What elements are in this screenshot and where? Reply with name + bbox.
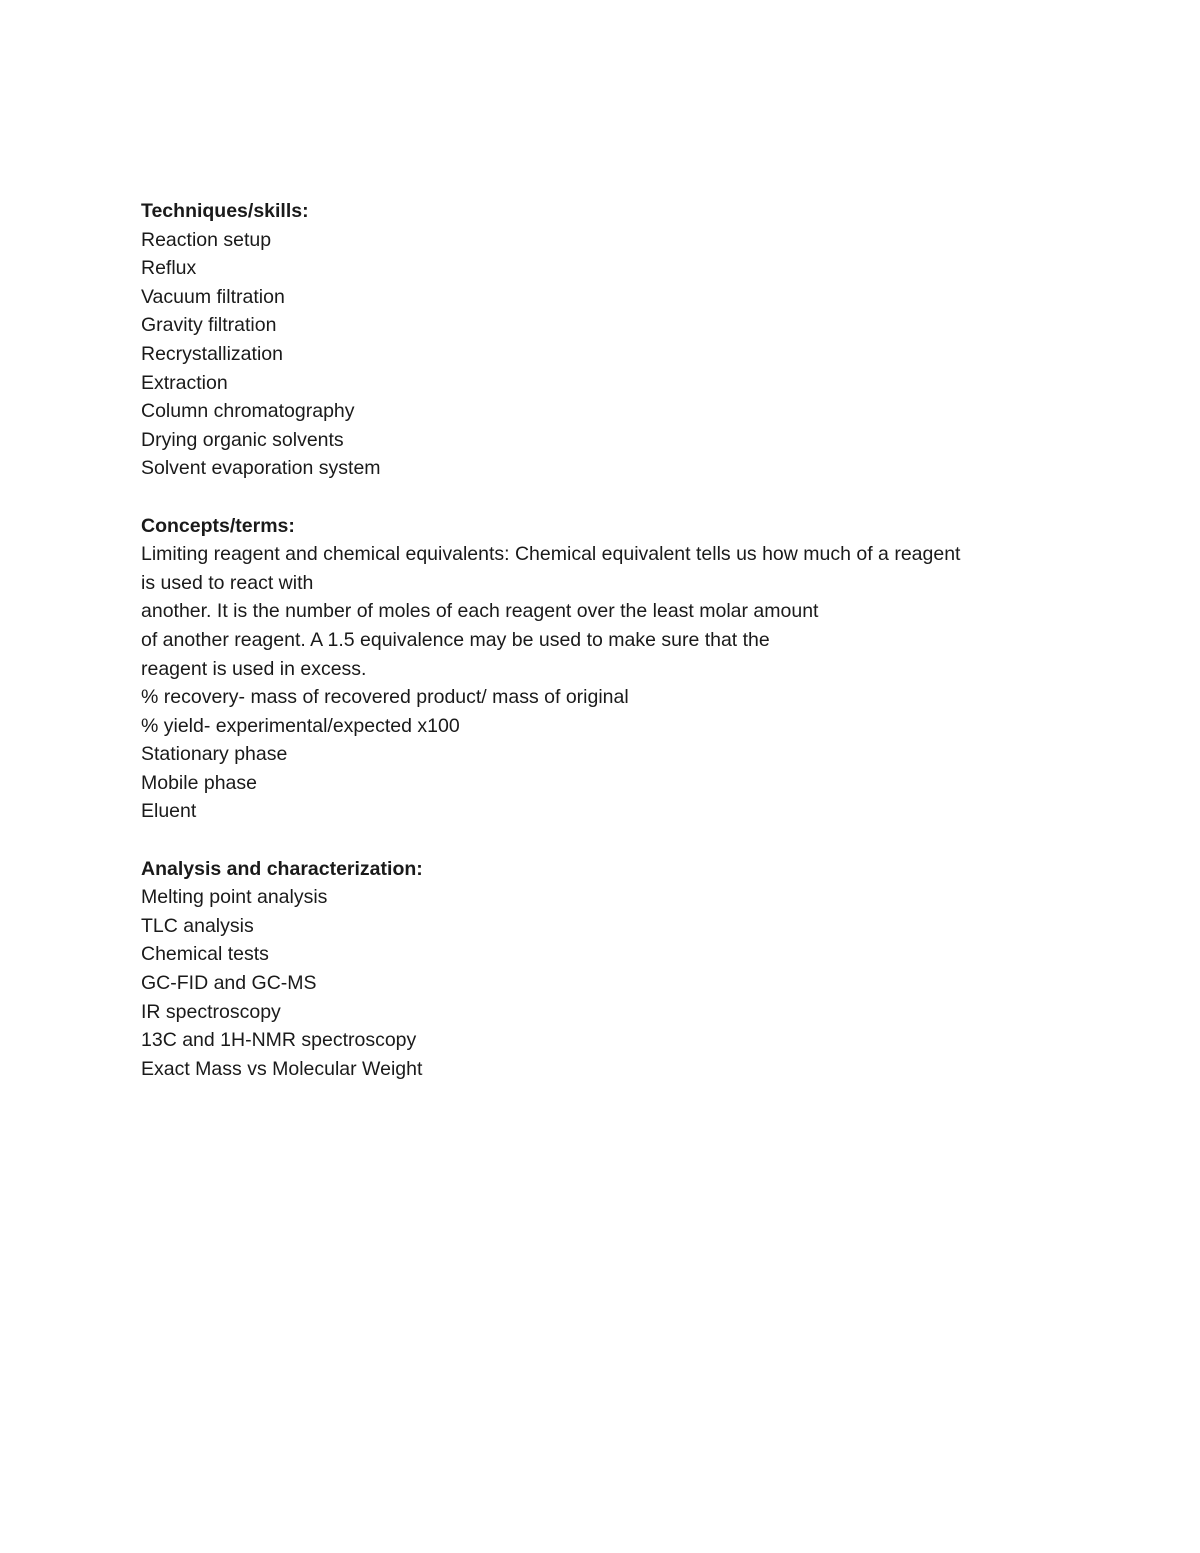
list-item: Column chromatography (141, 400, 355, 423)
list-item: IR spectroscopy (141, 1000, 281, 1023)
list-item: Recrystallization (141, 342, 283, 365)
list-item: Gravity filtration (141, 314, 277, 337)
list-item: Reaction setup (141, 228, 272, 251)
list-item: Solvent evaporation system (141, 457, 381, 480)
list-item: Extraction (141, 371, 228, 394)
list-item: Mobile phase (141, 771, 257, 794)
text-line: % yield- experimental/expected x100 (141, 714, 460, 737)
section-heading: Concepts/terms: (141, 514, 295, 537)
section-techniques-skills (141, 197, 1071, 483)
text-line: another. It is the number of moles of each reagent over the least molar amount (141, 600, 819, 623)
text-line: Limiting reagent and chemical equivalents: Chemical equivalent tells us how much of a reagent (141, 543, 961, 566)
list-item: Stationary phase (141, 743, 288, 766)
list-item: Vacuum filtration (141, 285, 285, 308)
list-item: GC-FID and GC-MS (141, 972, 317, 995)
section-concepts-terms (141, 512, 1071, 827)
document-page (141, 197, 1071, 1083)
section-analysis-characterization (141, 855, 1071, 1084)
list-item: Chemical tests (141, 943, 269, 966)
list-item: Exact Mass vs Molecular Weight (141, 1057, 423, 1080)
text-line: is used to react with (141, 571, 314, 594)
section-heading: Analysis and characterization: (141, 857, 423, 880)
list-item: Reflux (141, 257, 197, 280)
section-heading: Techniques/skills: (141, 200, 309, 222)
list-item: Drying organic solvents (141, 428, 344, 451)
list-item: 13C and 1H-NMR spectroscopy (141, 1029, 417, 1052)
list-item: TLC analysis (141, 914, 254, 937)
text-line: of another reagent. A 1.5 equivalence may be used to make sure that the (141, 628, 770, 651)
list-item: Melting point analysis (141, 886, 328, 909)
text-line: reagent is used in excess. (141, 657, 367, 680)
text-line: % recovery- mass of recovered product/ mass of original (141, 686, 629, 709)
list-item: Eluent (141, 800, 197, 823)
